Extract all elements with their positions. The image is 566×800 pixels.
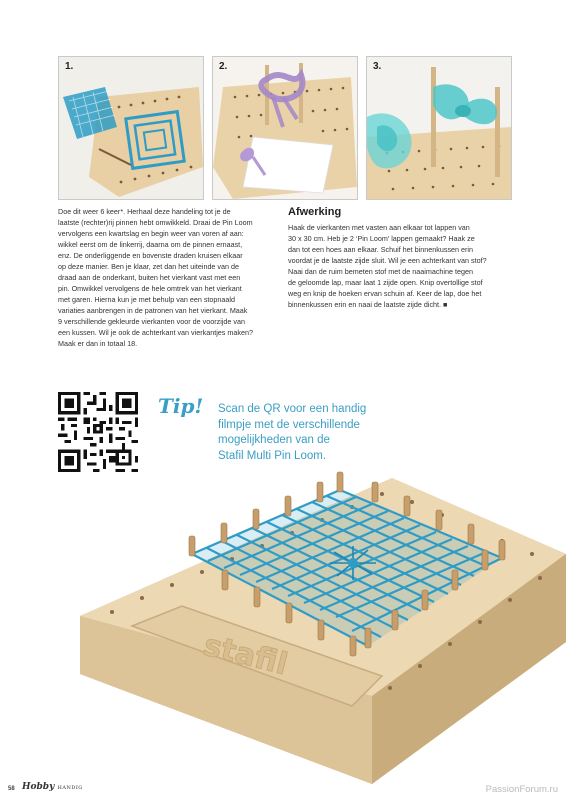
text-line: vervolgens een kwartslag en begin weer van voren af aan:	[58, 229, 244, 238]
page-number: 58	[8, 786, 15, 792]
step-2-number: 2.	[219, 61, 228, 72]
text-line: Maak er dan in totaal 18.	[58, 339, 138, 348]
text-line: de geloomde lap, maar laat 1 zijde open. Knip overtollige stof	[288, 278, 483, 287]
text-line: Naai dan de ruim bemeten stof met de naaimachine tegen	[288, 267, 473, 276]
text-line: wikkel eerst om de linkerrij, daarna om de pinnen ernaast,	[58, 240, 243, 249]
step-1-illustration	[59, 57, 203, 199]
text-line: een kussen. Wil je ook de achterkant van vierkantjes maken?	[58, 328, 253, 337]
step-3-illustration	[367, 57, 511, 199]
step-3-number: 3.	[373, 61, 382, 72]
text-line: laatste (rechter)rij pinnen hebt omwikkeld. Draai de Pin Loom	[58, 218, 253, 227]
brand-subtitle: HANDIG	[57, 785, 83, 791]
finishing-column	[288, 222, 513, 310]
section-title-afwerking: Afwerking	[288, 206, 342, 218]
text-line: 30 x 30 cm. Heb je 2 ‘Pin Loom’ lappen gemaakt? Haak ze	[288, 234, 475, 243]
brand-name: Hobby	[22, 782, 55, 792]
tip-line: mogelijkheden van de	[218, 434, 330, 446]
text-line: 9 verschillende gekleurde vierkanten voor de voorzijde van	[58, 317, 245, 326]
text-line: Doe dit weer 6 keer*. Herhaal deze handeling tot je de	[58, 207, 231, 216]
pin-loom-illustration	[72, 466, 566, 784]
qr-code[interactable]	[58, 392, 138, 472]
text-line: op deze manier. Ben je klaar, zet dan het uiteinde van de	[58, 262, 240, 271]
text-line: pin. Omwikkel vervolgens de hele omtrek van het vierkant	[58, 284, 242, 293]
tip-line: Scan de QR voor een handig	[218, 403, 367, 415]
step-2-photo	[212, 56, 358, 200]
text-line: voordat je de laatste zijde sluit. Wil je een achterkant van stof?	[288, 256, 487, 265]
step-2-illustration	[213, 57, 357, 199]
text-line: met garen. Hierna kun je met behulp van een stopnaald	[58, 295, 236, 304]
text-line: binnenkussen erin en naai de laatste zijde dicht. ■	[288, 300, 448, 309]
text-line: draad aan de onderkant, buiten het vierkant vast met een	[58, 273, 241, 282]
text-line: dan tot een hoes aan elkaar. Schuif het binnenkussen erin	[288, 245, 474, 254]
step-3-photo	[366, 56, 512, 200]
pin-loom-photo	[72, 466, 566, 784]
step-1-number: 1.	[65, 61, 74, 72]
tip-line: filmpje met de verschillende	[218, 418, 360, 431]
tip-label: Tip!	[158, 394, 204, 418]
text-line: enz. De onderliggende en bovenste draden kruisen elkaar	[58, 251, 243, 260]
watermark: PassionForum.ru	[485, 784, 558, 795]
text-line: variaties aanbrengen in de patronen van het vierkant. Maak	[58, 306, 248, 315]
tip-text	[218, 402, 366, 464]
board-logo: stafil	[200, 627, 291, 683]
tip-line: Stafil Multi Pin Loom.	[218, 449, 327, 462]
step-1-photo	[58, 56, 204, 200]
instructions-column	[58, 206, 283, 349]
text-line: weg en knip de hoeken ervan schuin af. Keer de lap, doe het	[288, 289, 482, 298]
text-line: Haak de vierkanten met vasten aan elkaar tot lappen van	[288, 223, 470, 232]
magazine-brand	[22, 782, 83, 792]
